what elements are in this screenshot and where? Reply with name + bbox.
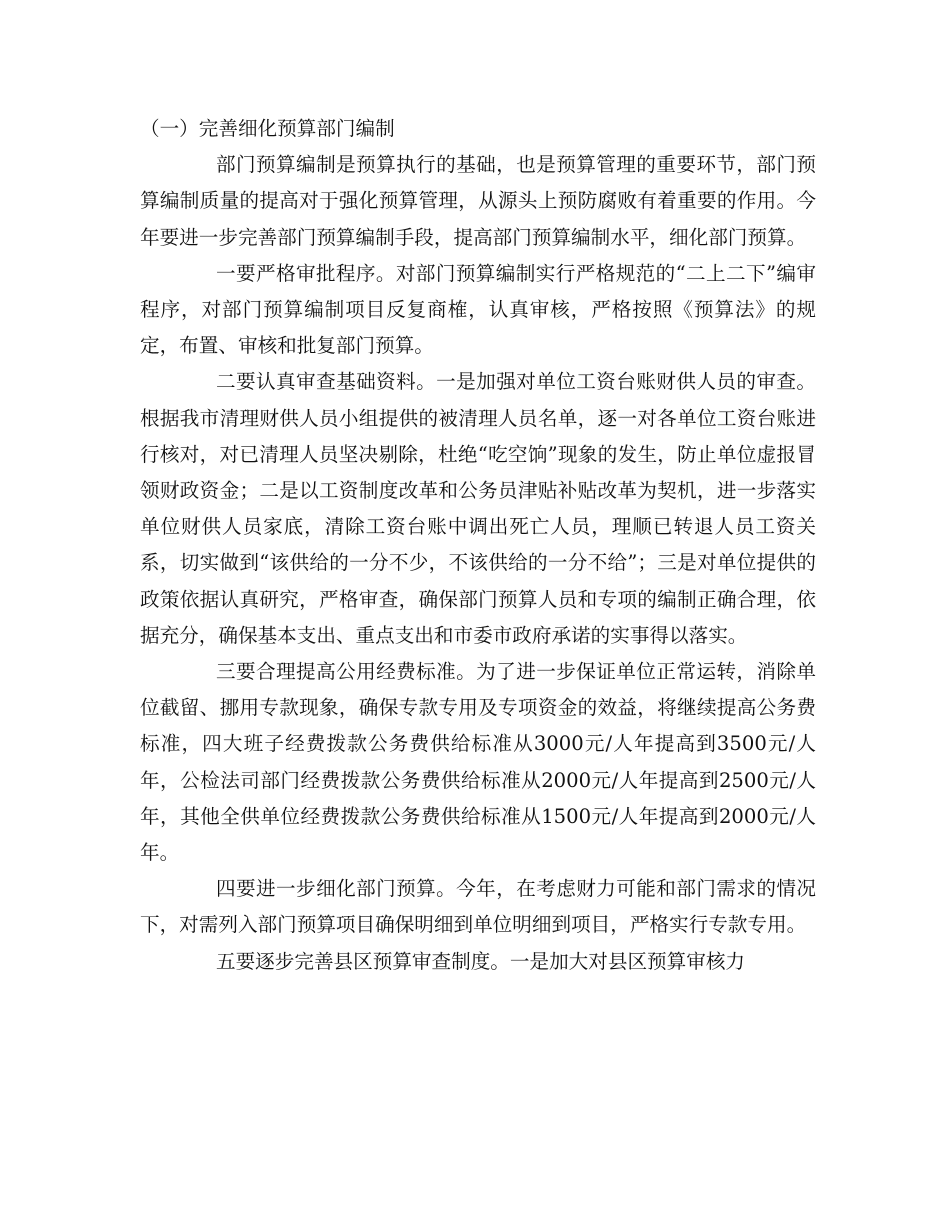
section-heading: （一）完善细化预算部门编制 xyxy=(140,117,395,140)
paragraph-approval-procedure: 一要严格审批程序。对部门预算编制实行严格规范的“二上二下”编审程序，对部门预算编制项目反复商榷，认真审核，严格按照《预算法》的规定，布置、审核和批复部门预算。 xyxy=(140,261,816,358)
paragraph-public-fund-standard: 三要合理提高公用经费标准。为了进一步保证单位正常运转，消除单位截留、挪用专款现象，确保专款专用及专项资金的效益，将继续提高公务费标准，四大班子经费拨款公务费供给标准从3000元/人年提高到3500元/人年，公检法司部门经费拨款公务费供给标准从2000元/人年提高到2500元/人年，其他全供单位经费拨款公务费供给标准从1500元/人年提高到2000元/人年。 xyxy=(140,660,816,865)
paragraph-refine-budget: 四要进一步细化部门预算。今年，在考虑财力可能和部门需求的情况下，对需列入部门预算项目确保明细到单位明细到项目，严格实行专款专用。 xyxy=(140,877,816,937)
document-body xyxy=(140,111,816,980)
paragraph-basic-data-review: 二要认真审查基础资料。一是加强对单位工资台账财供人员的审查。根据我市清理财供人员小组提供的被清理人员名单，逐一对各单位工资台账进行核对，对已清理人员坚决剔除，杜绝“吃空饷”现象的发生，防止单位虚报冒领财政资金；二是以工资制度改革和公务员津贴补贴改革为契机，进一步落实单位财供人员家底，清除工资台账中调出死亡人员，理顺已转退人员工资关系，切实做到“该供给的一分不少，不该供给的一分不给”；三是对单位提供的政策依据认真研究，严格审查，确保部门预算人员和专项的编制正确合理，依据充分，确保基本支出、重点支出和市委市政府承诺的实事得以落实。 xyxy=(140,370,816,647)
paragraph-county-review: 五要逐步完善县区预算审查制度。一是加大对县区预算审核力 xyxy=(216,949,746,973)
paragraph-intro: 部门预算编制是预算执行的基础，也是预算管理的重要环节，部门预算编制质量的提高对于强化预算管理，从源头上预防腐败有着重要的作用。今年要进一步完善部门预算编制手段，提高部门预算编制水平，细化部门预算。 xyxy=(140,153,816,249)
